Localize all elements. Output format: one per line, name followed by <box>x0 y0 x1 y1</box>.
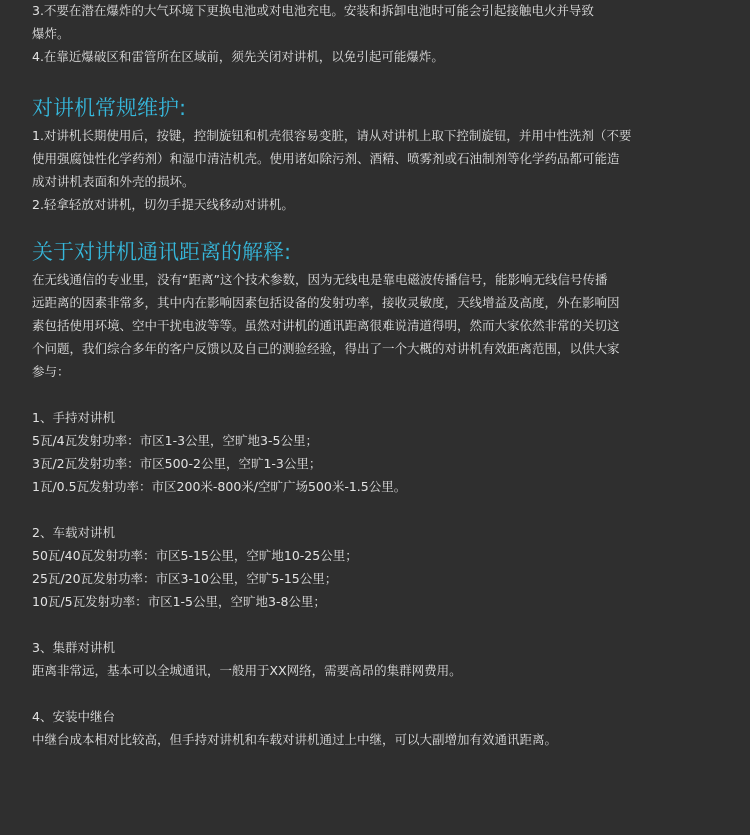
handheld-title: 1、手持对讲机 <box>32 410 115 425</box>
trunking-title: 3、集群对讲机 <box>32 640 115 655</box>
vehicle-spec: 25瓦/20瓦发射功率：市区3-10公里，空旷5-15公里； <box>32 571 338 586</box>
maintenance-item-2: 2.轻拿轻放对讲机，切勿手提天线移动对讲机。 <box>32 197 294 212</box>
maintenance-item-1-cont2: 成对讲机表面和外壳的损坏。 <box>32 174 195 189</box>
repeater-desc: 中继台成本相对比较高，但手持对讲机和车载对讲机通过上中继，可以大副增加有效通讯距离。 <box>32 732 558 747</box>
safety-item-4: 4.在靠近爆破区和雷管所在区域前，须先关闭对讲机，以免引起可能爆炸。 <box>32 49 444 64</box>
handheld-spec: 1瓦/0.5瓦发射功率：市区200米-800米/空旷广场500米-1.5公里。 <box>32 479 407 494</box>
article-body <box>32 0 722 751</box>
range-intro-line: 远距离的因素非常多，其中内在影响因素包括设备的发射功率，接收灵敏度，天线增益及高度，外在影响因 <box>32 295 620 310</box>
maintenance-item-1-cont: 使用强腐蚀性化学药剂）和湿巾清洁机壳。使用诸如除污剂、酒精、喷雾剂或石油制剂等化学药品都可能造 <box>32 151 620 166</box>
maintenance-item-1: 1.对讲机长期使用后，按键，控制旋钮和机壳很容易变脏，请从对讲机上取下控制旋钮，并用中性洗剂（不要 <box>32 128 632 143</box>
range-intro-line: 参与： <box>32 364 70 379</box>
handheld-spec: 3瓦/2瓦发射功率：市区500-2公里，空旷1-3公里； <box>32 456 322 471</box>
range-intro-line: 个问题，我们综合多年的客户反馈以及自己的测验经验，得出了一个大概的对讲机有效距离范围，以供大家 <box>32 341 620 356</box>
vehicle-spec: 10瓦/5瓦发射功率：市区1-5公里，空旷地3-8公里； <box>32 594 326 609</box>
vehicle-title: 2、车载对讲机 <box>32 525 115 540</box>
safety-item-3-cont: 爆炸。 <box>32 26 70 41</box>
range-heading: 关于对讲机通讯距离的解释: <box>32 240 292 264</box>
repeater-title: 4、安装中继台 <box>32 709 115 724</box>
range-intro-line: 素包括使用环境、空中干扰电波等等。虽然对讲机的通讯距离很难说清道得明，然而大家依然非常的关切这 <box>32 318 620 333</box>
safety-item-3: 3.不要在潜在爆炸的大气环境下更换电池或对电池充电。安装和拆卸电池时可能会引起接触电火并导致 <box>32 3 594 18</box>
trunking-desc: 距离非常远，基本可以全城通讯，一般用于XX网络，需要高昂的集群网费用。 <box>32 663 462 678</box>
range-intro-line: 在无线通信的专业里，没有“距离”这个技术参数，因为无线电是靠电磁波传播信号，能影响无线信号传播 <box>32 272 608 287</box>
maintenance-heading: 对讲机常规维护: <box>32 96 187 120</box>
handheld-spec: 5瓦/4瓦发射功率：市区1-3公里，空旷地3-5公里； <box>32 433 318 448</box>
vehicle-spec: 50瓦/40瓦发射功率：市区5-15公里，空旷地10-25公里； <box>32 548 358 563</box>
